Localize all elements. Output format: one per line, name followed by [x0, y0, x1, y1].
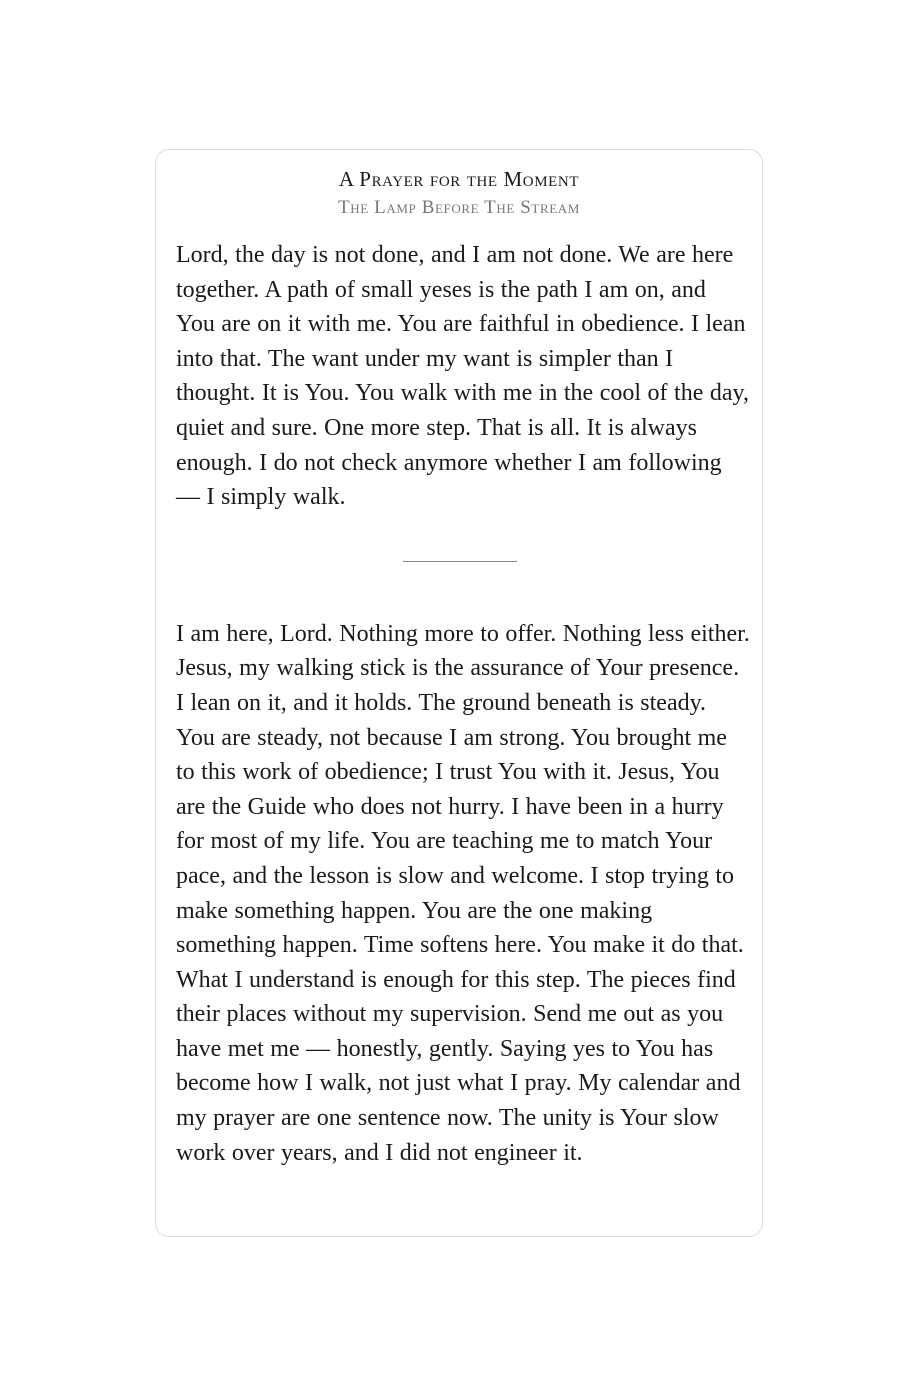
prayer-card: [155, 149, 763, 1237]
prayer-subtitle: The Lamp Before The Stream: [338, 197, 580, 218]
section-divider-container: [156, 515, 762, 617]
prayer-paragraph-1: Lord, the day is not done, and I am not done. We are here together. A path of small yeses is the path I am on, and You are on it with me. You are faithful in obedience. I lean into that. The want under my want is simpler than I thought. It is You. You walk with me in the cool of the day, quiet and sure. One more step. That is all. It is always enough. I do not check anymore whether I am following — I simply walk.: [176, 242, 749, 511]
prayer-header: [156, 150, 762, 221]
prayer-paragraph-2: I am here, Lord. Nothing more to offer. Nothing less either. Jesus, my walking stick is the assurance of Your presence. I lean on it, and it holds. The ground beneath is steady. You are steady, not because I am strong. You brought me to this work of obedience; I trust You with it. Jesus, You are the Guide who does not hurry. I have been in a hurry for most of my life. You are teaching me to match Your pace, and the lesson is slow and welcome. I stop trying to make something happen. You are the one making something happen. Time softens here. You make it do that. What I understand is enough for this step. The pieces find their places without my supervision. Send me out as you have met me — honestly, gently. Saying yes to You has become how I walk, not just what I pray. My calendar and my prayer are one sentence now. The unity is Your slow work over years, and I did not engineer it.: [176, 620, 750, 1166]
prayer-title: A Prayer for the Moment: [338, 167, 580, 191]
section-divider: [403, 561, 517, 562]
